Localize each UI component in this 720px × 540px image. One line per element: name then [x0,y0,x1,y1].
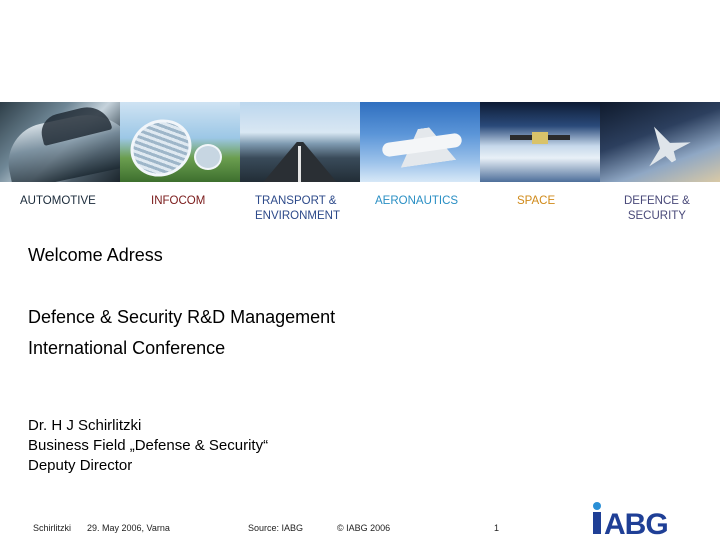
defence-image [600,102,720,182]
road-marking-shape [298,146,301,182]
speaker-block [28,416,268,476]
space-image [480,102,600,182]
transport-image [240,102,360,182]
label-aeronautics: AERONAUTICS [375,195,459,207]
speaker-role: Deputy Director [28,457,133,474]
footer-page-number: 1 [494,523,500,533]
logo-i-stem [593,512,601,534]
label-transport-line1: TRANSPORT & [255,195,337,207]
aeronautics-image [360,102,480,182]
footer-copyright: © IABG 2006 [337,523,391,533]
label-automotive: AUTOMOTIVE [20,195,96,207]
satellite-icon [532,132,548,144]
label-defence-line1: DEFENCE & [624,195,690,207]
label-transport-line2: ENVIRONMENT [255,210,340,222]
label-transport-environment [255,194,340,224]
speaker-field: Business Field „Defense & Security“ [28,437,269,454]
svg-text:ABG: ABG [604,508,668,536]
conference-title-line1: Defence & Security R&D Management [28,307,336,327]
automotive-image [0,102,120,182]
iabg-logo [591,500,699,536]
speaker-name: Dr. H J Schirlitzki [28,417,142,434]
small-dish-icon [194,144,222,170]
label-defence-security [624,194,690,224]
logo-dot-icon [593,502,601,510]
label-infocom: INFOCOM [151,195,206,207]
footer-date: 29. May 2006, Varna [87,523,170,533]
welcome-title: Welcome Adress [28,245,163,265]
industry-banner [0,102,720,182]
footer-source: Source: IABG [248,523,304,533]
conference-title-line2: International Conference [28,338,226,358]
label-defence-line2: SECURITY [627,210,686,222]
satellite-dish-icon [121,110,201,182]
infocom-image [120,102,240,182]
footer-author: Schirlitzki [33,523,72,533]
label-space: SPACE [517,195,556,207]
fighter-jet-icon [633,115,695,174]
